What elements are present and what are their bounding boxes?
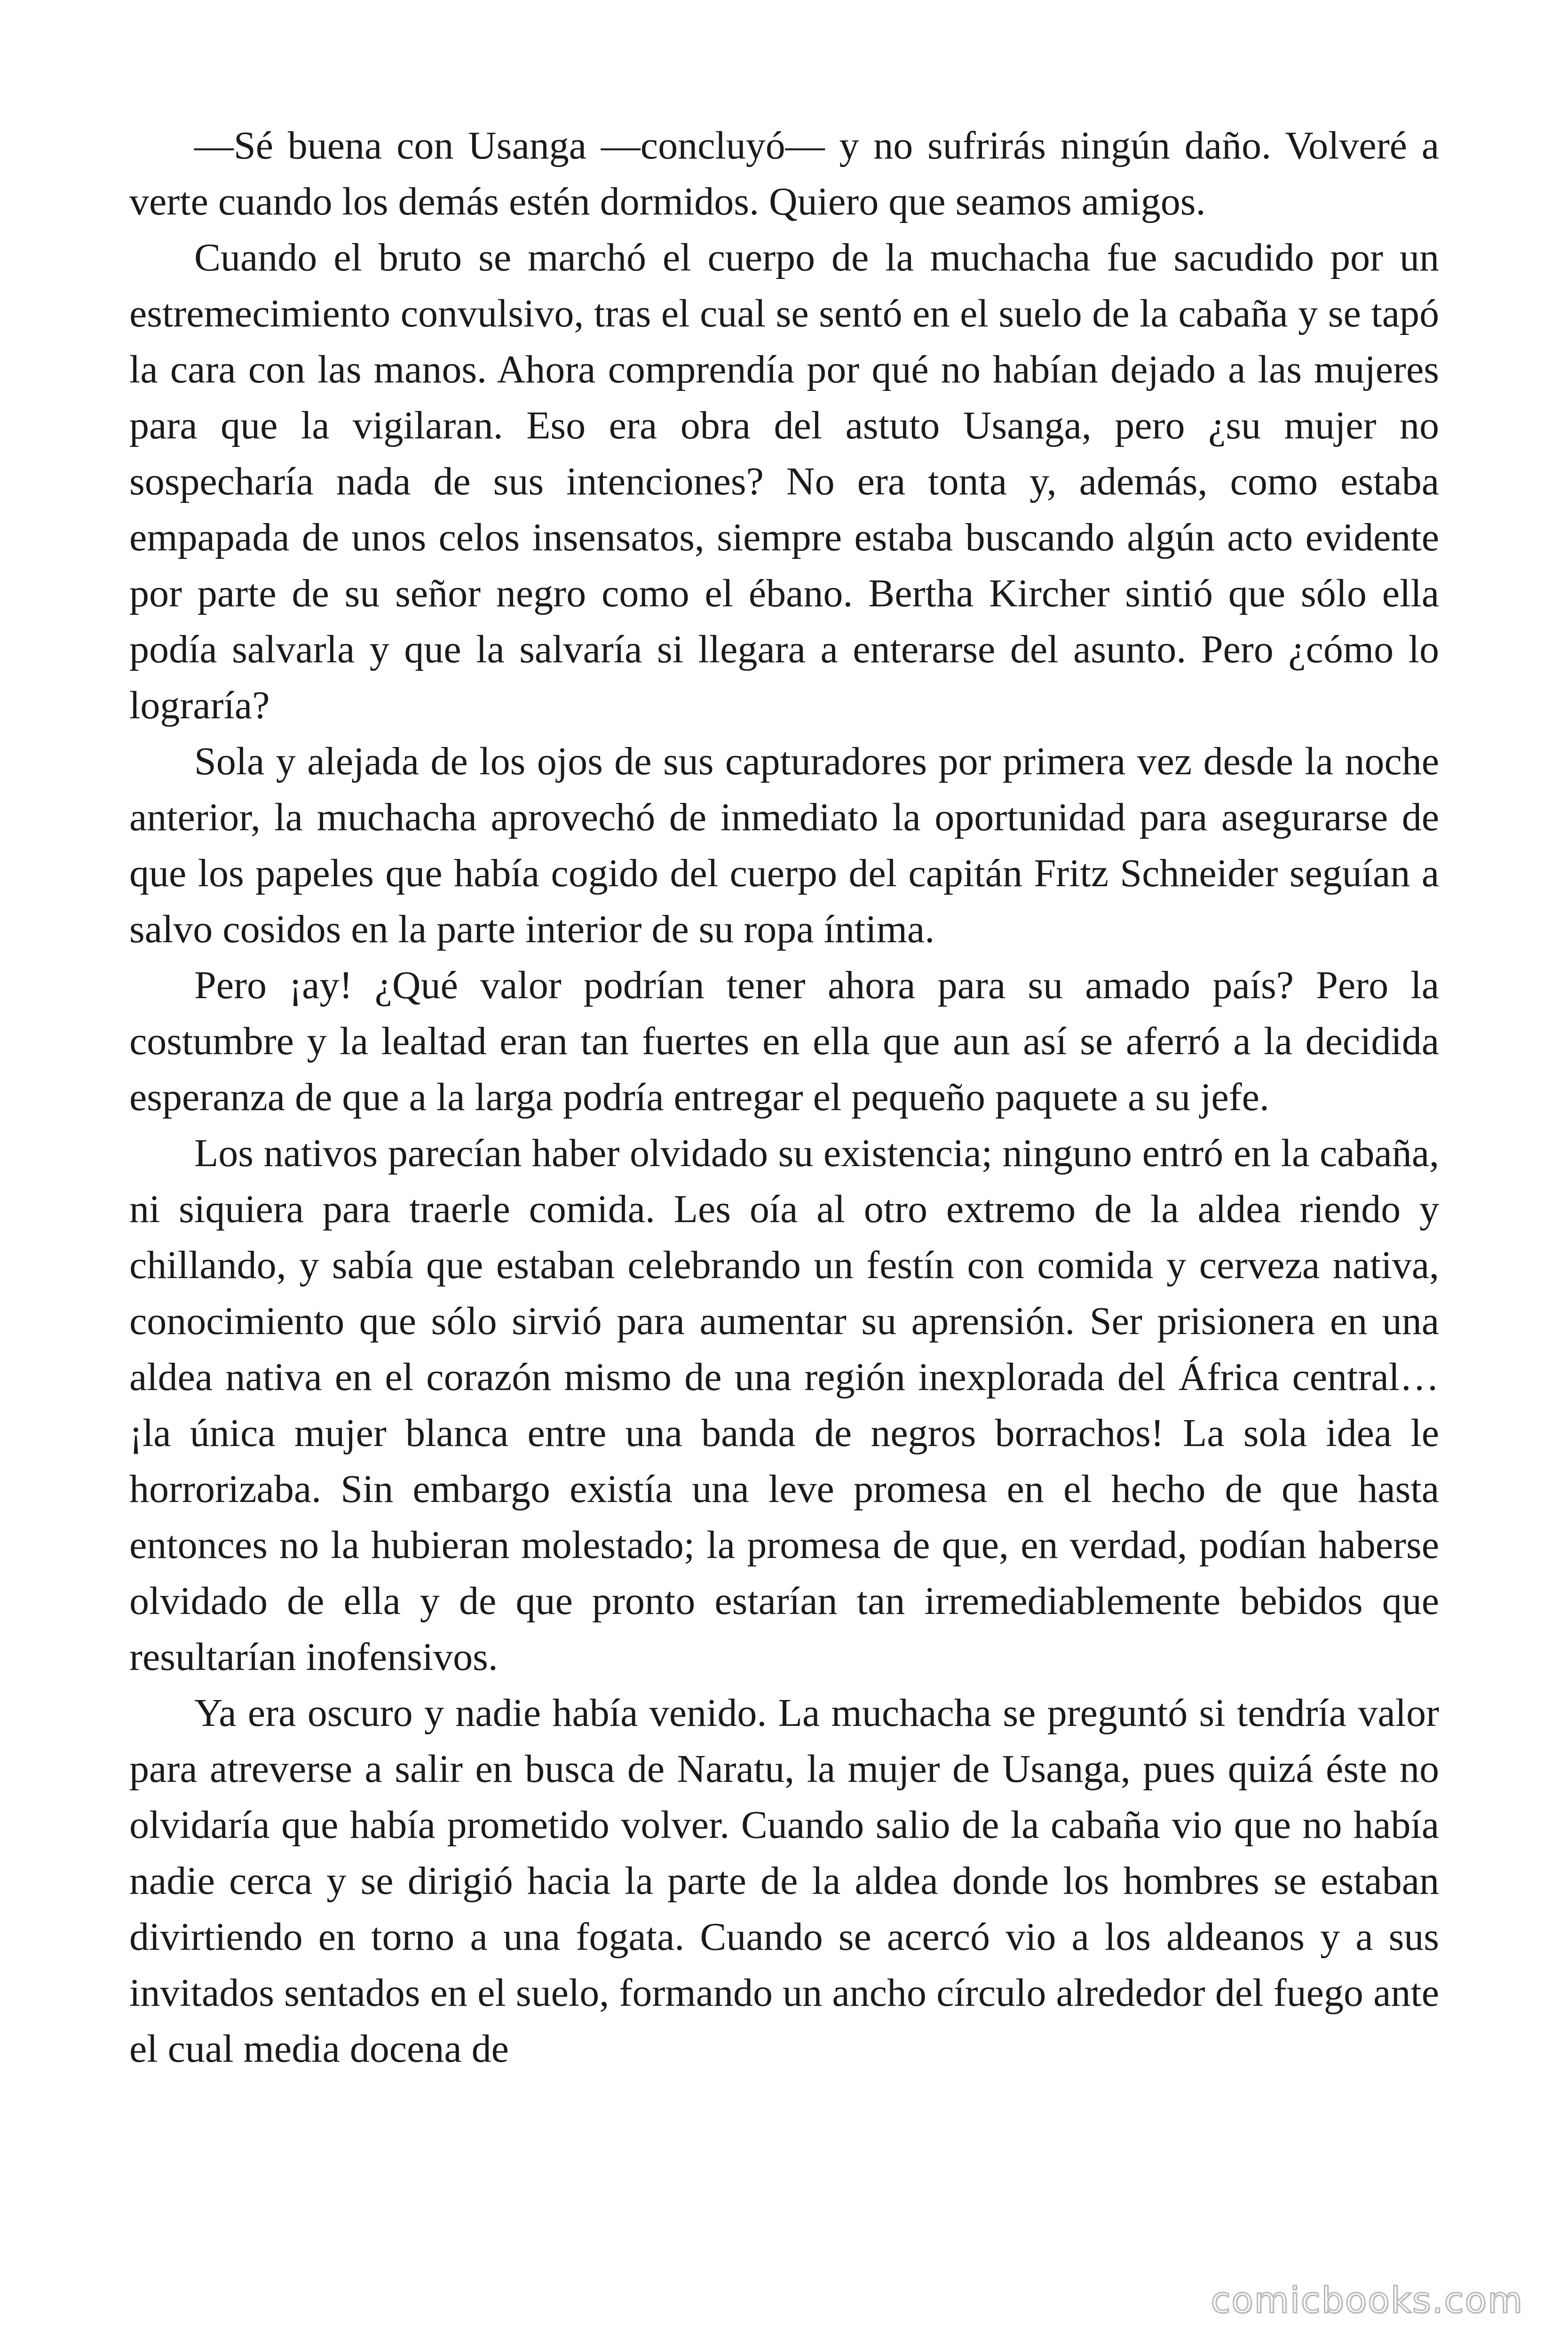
paragraph-2: Cuando el bruto se marchó el cuerpo de la muchacha fue sacudido por un estremecimiento convulsivo, tras el cual se sentó en el suelo de la cabaña y se tapó la cara con las manos. Ahora comprendía por qué no habían dejado a las mujeres para que la vigilaran. Eso era obra del astuto Usanga, pero ¿su mujer no sospecharía nada de sus intenciones? No era tonta y, además, como estaba empapada de unos celos insensatos, siempre estaba buscando algún acto evidente por parte de su señor negro como el ébano. Bertha Kircher sintió que sólo ella podía salvarla y que la salvaría si llegara a enterarse del asunto. Pero ¿cómo lo lograría?: [129, 236, 1439, 727]
watermark: comicbooks.com: [1211, 2279, 1523, 2321]
paragraph-3: Sola y alejada de los ojos de sus capturadores por primera vez desde la noche anterior, la muchacha aprovechó de inmediato la oportunidad para asegurarse de que los papeles que había cogido del cuerpo del capitán Fritz Schneider seguían a salvo cosidos en la parte interior de su ropa íntima.: [129, 739, 1439, 951]
paragraph-4: Pero ¡ay! ¿Qué valor podrían tener ahora para su amado país? Pero la costumbre y la lealtad eran tan fuertes en ella que aun así se aferró a la decidida esperanza de que a la larga podría entregar el pequeño paquete a su jefe.: [129, 963, 1439, 1119]
paragraph-1: —Sé buena con Usanga —concluyó— y no sufrirás ningún daño. Volveré a verte cuando los demás estén dormidos. Quiero que seamos amigos.: [129, 124, 1439, 223]
paragraph-5: Los nativos parecían haber olvidado su existencia; ninguno entró en la cabaña, ni siquiera para traerle comida. Les oía al otro extremo de la aldea riendo y chillando, y sabía que estaban celebrando un festín con comida y cerveza nativa, conocimiento que sólo sirvió para aumentar su aprensión. Ser prisionera en una aldea nativa en el corazón mismo de una región inexplorada del África central… ¡la única mujer blanca entre una banda de negros borrachos! La sola idea le horrorizaba. Sin embargo existía una leve promesa en el hecho de que hasta entonces no la hubieran molestado; la promesa de que, en verdad, podían haberse olvidado de ella y de que pronto estarían tan irremediablemente bebidos que resultarían inofensivos.: [129, 1131, 1439, 1679]
body-text: [129, 118, 1439, 2077]
paragraph-6: Ya era oscuro y nadie había venido. La muchacha se preguntó si tendría valor para atreverse a salir en busca de Naratu, la mujer de Usanga, pues quizá éste no olvidaría que había prometido volver. Cuando salio de la cabaña vio que no había nadie cerca y se dirigió hacia la parte de la aldea donde los hombres se estaban divirtiendo en torno a una fogata. Cuando se acercó vio a los aldeanos y a sus invitados sentados en el suelo, formando un ancho círculo alrededor del fuego ante el cual media docena de: [129, 1691, 1439, 2071]
